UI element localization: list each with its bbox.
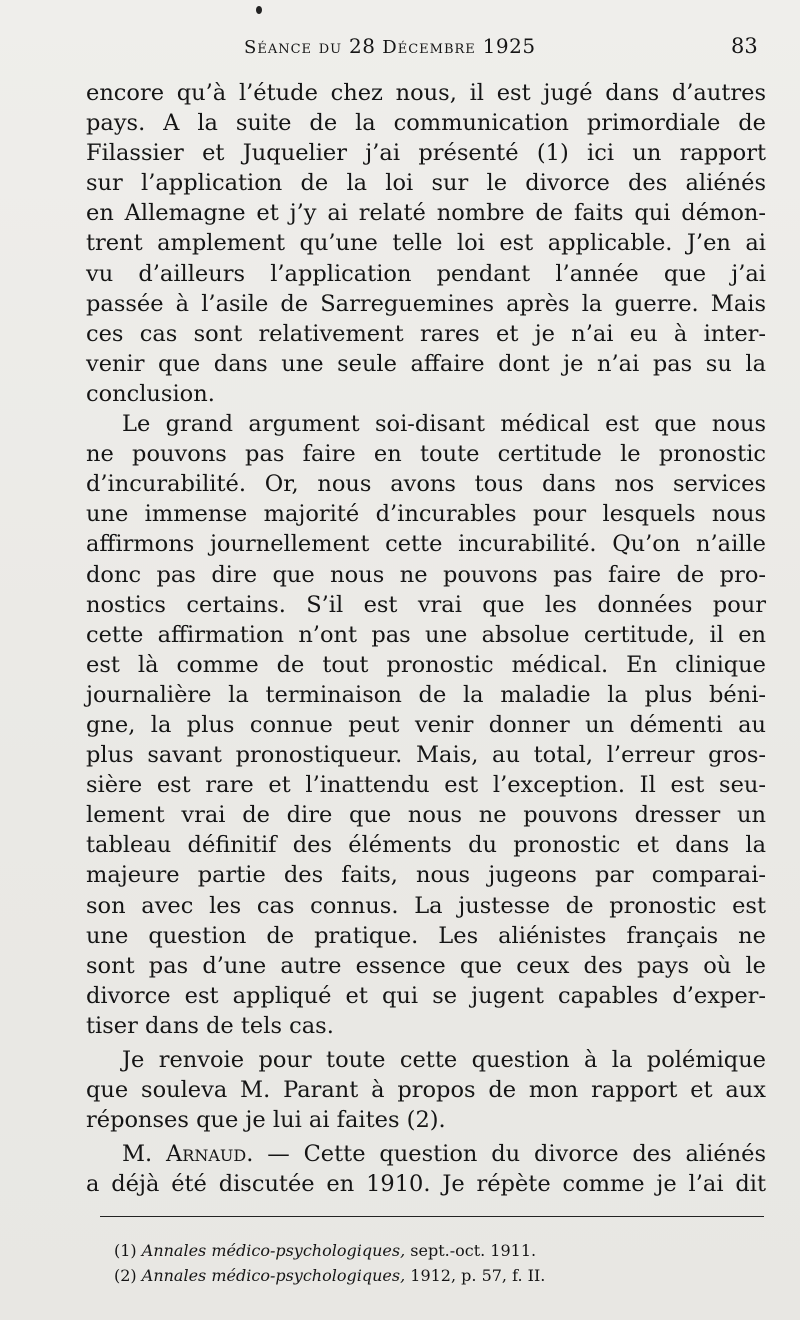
footnote-marker: (2) xyxy=(114,1266,137,1285)
text-line: encore qu’à l’étude chez nous, il est jugé dans d’autres xyxy=(86,80,766,106)
speaker-text: — Cette question du divorce des aliénés xyxy=(253,1141,766,1168)
text-line: vu d’ailleurs l’application pendant l’année que j’ai xyxy=(86,260,766,287)
text-line: tiser dans de tels cas. xyxy=(86,1012,334,1039)
running-title-month: Décembre xyxy=(382,37,476,58)
text-line: venir que dans une seule affaire dont je n’ai pas su la xyxy=(86,350,766,377)
footnote-marker: (1) xyxy=(114,1241,137,1260)
footnote-reference: 1912, p. 57, f. II. xyxy=(410,1266,546,1285)
text-line: lement vrai de dire que nous ne pouvons dresser un xyxy=(86,802,766,829)
paragraph-3 xyxy=(86,1045,766,1135)
body-text xyxy=(86,78,766,1199)
page-number: 83 xyxy=(731,34,758,58)
footnote-1 xyxy=(114,1238,754,1263)
text-line: sière est rare et l’inattendu est l’exception. Il est seu- xyxy=(86,772,766,799)
text-line: majeure partie des faits, nous jugeons par comparai- xyxy=(86,862,766,889)
text-line: cette affirmation n’ont pas une absolue certitude, il en xyxy=(86,621,766,648)
text-line: divorce est appliqué et qui se jugent capables d’exper- xyxy=(86,982,766,1009)
footnote-reference: sept.-oct. 1911. xyxy=(410,1241,537,1260)
text-line: Filassier et Juquelier j’ai présenté (1) ici un rapport xyxy=(86,140,766,167)
paragraph-1 xyxy=(86,78,766,409)
text-line: tableau définitif des éléments du pronostic et dans la xyxy=(86,832,766,859)
text-line: que souleva M. Parant à propos de mon rapport et aux xyxy=(86,1077,766,1104)
text-line: a déjà été discutée en 1910. Je répète comme je l’ai dit xyxy=(86,1171,766,1198)
text-line: plus savant pronostiqueur. Mais, au total, l’erreur gros- xyxy=(86,742,766,769)
footnote-divider xyxy=(100,1216,764,1217)
running-title xyxy=(244,34,536,58)
text-line: passée à l’asile de Sarreguemines après la guerre. Mais xyxy=(86,290,766,317)
text-line: nostics certains. S’il est vrai que les données pour xyxy=(86,591,766,618)
running-title-day: 28 xyxy=(348,34,376,58)
text-line: donc pas dire que nous ne pouvons pas faire de pro- xyxy=(86,561,766,588)
text-line: Je renvoie pour toute cette question à la polémique xyxy=(122,1047,766,1073)
text-line: journalière la terminaison de la maladie la plus béni- xyxy=(86,681,766,708)
text-line: Le grand argument soi-disant médical est que nous xyxy=(122,411,766,438)
text-line: sont pas d’une autre essence que ceux des pays où le xyxy=(86,952,766,979)
text-line xyxy=(86,1139,766,1169)
text-line: sur l’application de la loi sur le divorce des aliénés xyxy=(86,170,766,197)
footnote-2 xyxy=(114,1263,754,1288)
footnote-journal: Annales médico-psychologiques, xyxy=(141,1241,406,1260)
page-header xyxy=(0,34,800,64)
speaker-name: M. Arnaud. xyxy=(122,1141,254,1168)
text-line: pays. A la suite de la communication primordiale de xyxy=(86,110,766,137)
paragraph-4 xyxy=(86,1139,766,1199)
text-line: réponses que je lui ai faites (2). xyxy=(86,1107,446,1134)
text-line: d’incurabilité. Or, nous avons tous dans nos services xyxy=(86,471,766,498)
running-title-prefix: Séance du xyxy=(244,37,343,58)
running-title-year: 1925 xyxy=(482,34,536,58)
footnotes xyxy=(114,1238,754,1288)
text-line: une question de pratique. Les aliénistes français ne xyxy=(86,922,766,949)
text-line: une immense majorité d’incurables pour lesquels nous xyxy=(86,501,766,528)
text-line: ne pouvons pas faire en toute certitude le pronostic xyxy=(86,441,766,468)
text-line: conclusion. xyxy=(86,380,215,407)
footnote-journal: Annales médico-psychologiques, xyxy=(141,1266,406,1285)
text-line: son avec les cas connus. La justesse de pronostic est xyxy=(86,892,766,919)
text-line: affirmons journellement cette incurabilité. Qu’on n’aille xyxy=(86,531,766,558)
paragraph-2 xyxy=(86,409,766,1041)
text-line: gne, la plus connue peut venir donner un démenti au xyxy=(86,711,766,738)
ink-speck xyxy=(256,6,262,14)
text-line: en Allemagne et j’y ai relaté nombre de faits qui démon- xyxy=(86,200,766,227)
text-line: est là comme de tout pronostic médical. En clinique xyxy=(86,651,766,678)
text-line: trent amplement qu’une telle loi est applicable. J’en ai xyxy=(86,230,766,257)
text-line: ces cas sont relativement rares et je n’ai eu à inter- xyxy=(86,320,766,347)
